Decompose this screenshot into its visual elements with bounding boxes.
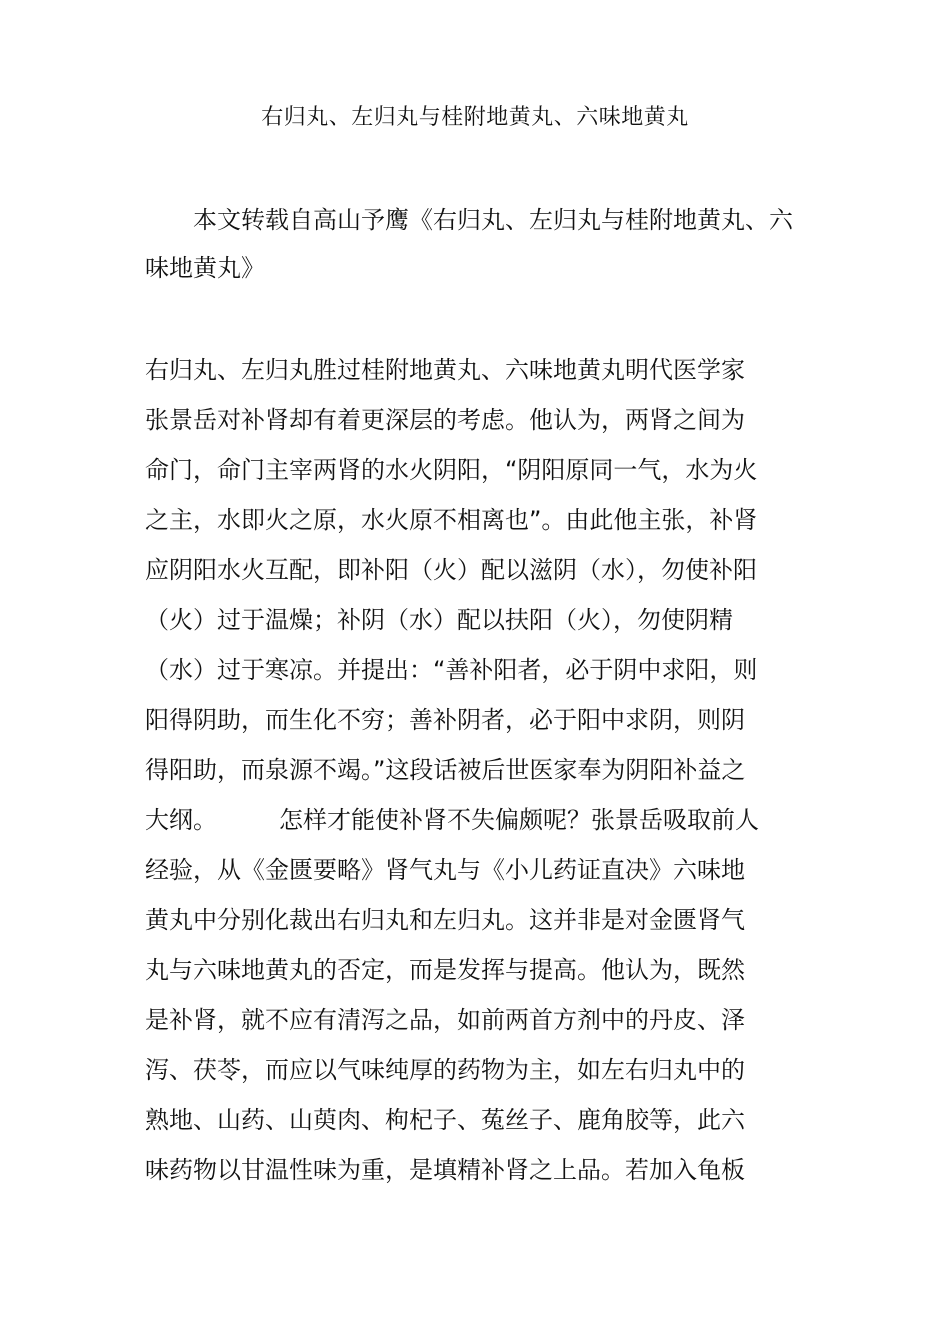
body-line: 得阳助，而泉源不竭。”这段话被后世医家奉为阴阳补益之 <box>145 756 746 784</box>
body-line: 泻、茯苓，而应以气味纯厚的药物为主，如左右归丸中的 <box>145 1056 745 1084</box>
body-line: 黄丸中分别化裁出右归丸和左归丸。这并非是对金匮肾气 <box>145 906 745 934</box>
article-body <box>145 345 795 1195</box>
body-line: 是补肾，就不应有清泻之品，如前两首方剂中的丹皮、泽 <box>145 1006 745 1034</box>
body-line: 右归丸、左归丸胜过桂附地黄丸、六味地黄丸明代医学家 <box>145 356 745 384</box>
body-line: 命门，命门主宰两肾的水火阴阳，“阴阳原同一气，水为火 <box>145 456 758 484</box>
body-line: 经验，从《金匮要略》肾气丸与《小儿药证直决》六味地 <box>145 856 745 884</box>
body-line-segment: 怎样才能使补肾不失偏颇呢？张景岳吸取前人 <box>279 806 759 834</box>
body-line: 丸与六味地黄丸的否定，而是发挥与提高。他认为，既然 <box>145 956 745 984</box>
document-title: 右归丸、左归丸与桂附地黄丸、六味地黄丸 <box>261 105 689 130</box>
body-line: 味药物以甘温性味为重，是填精补肾之上品。若加入龟板 <box>145 1156 745 1184</box>
source-note: 本文转载自高山予鹰《右归丸、左归丸与桂附地黄丸、六味地黄丸》 <box>145 206 793 282</box>
body-line-segment: 大纲。 <box>145 806 217 834</box>
body-line: 张景岳对补肾却有着更深层的考虑。他认为，两肾之间为 <box>145 406 745 434</box>
body-line: 应阴阳水火互配，即补阳（火）配以滋阴（水），勿使补阳 <box>145 556 757 584</box>
body-line: （火）过于温燥；补阴（水）配以扶阳（火），勿使阴精 <box>145 606 733 634</box>
body-line: 之主，水即火之原，水火原不相离也”。由此他主张，补肾 <box>145 506 758 534</box>
body-line <box>145 795 795 845</box>
body-line: 阳得阴助，而生化不穷；善补阴者，必于阳中求阴，则阴 <box>145 706 745 734</box>
body-line: （水）过于寒凉。并提出：“善补阳者，必于阴中求阳，则 <box>145 656 758 684</box>
body-line: 熟地、山药、山萸肉、枸杞子、菟丝子、鹿角胶等，此六 <box>145 1106 745 1134</box>
